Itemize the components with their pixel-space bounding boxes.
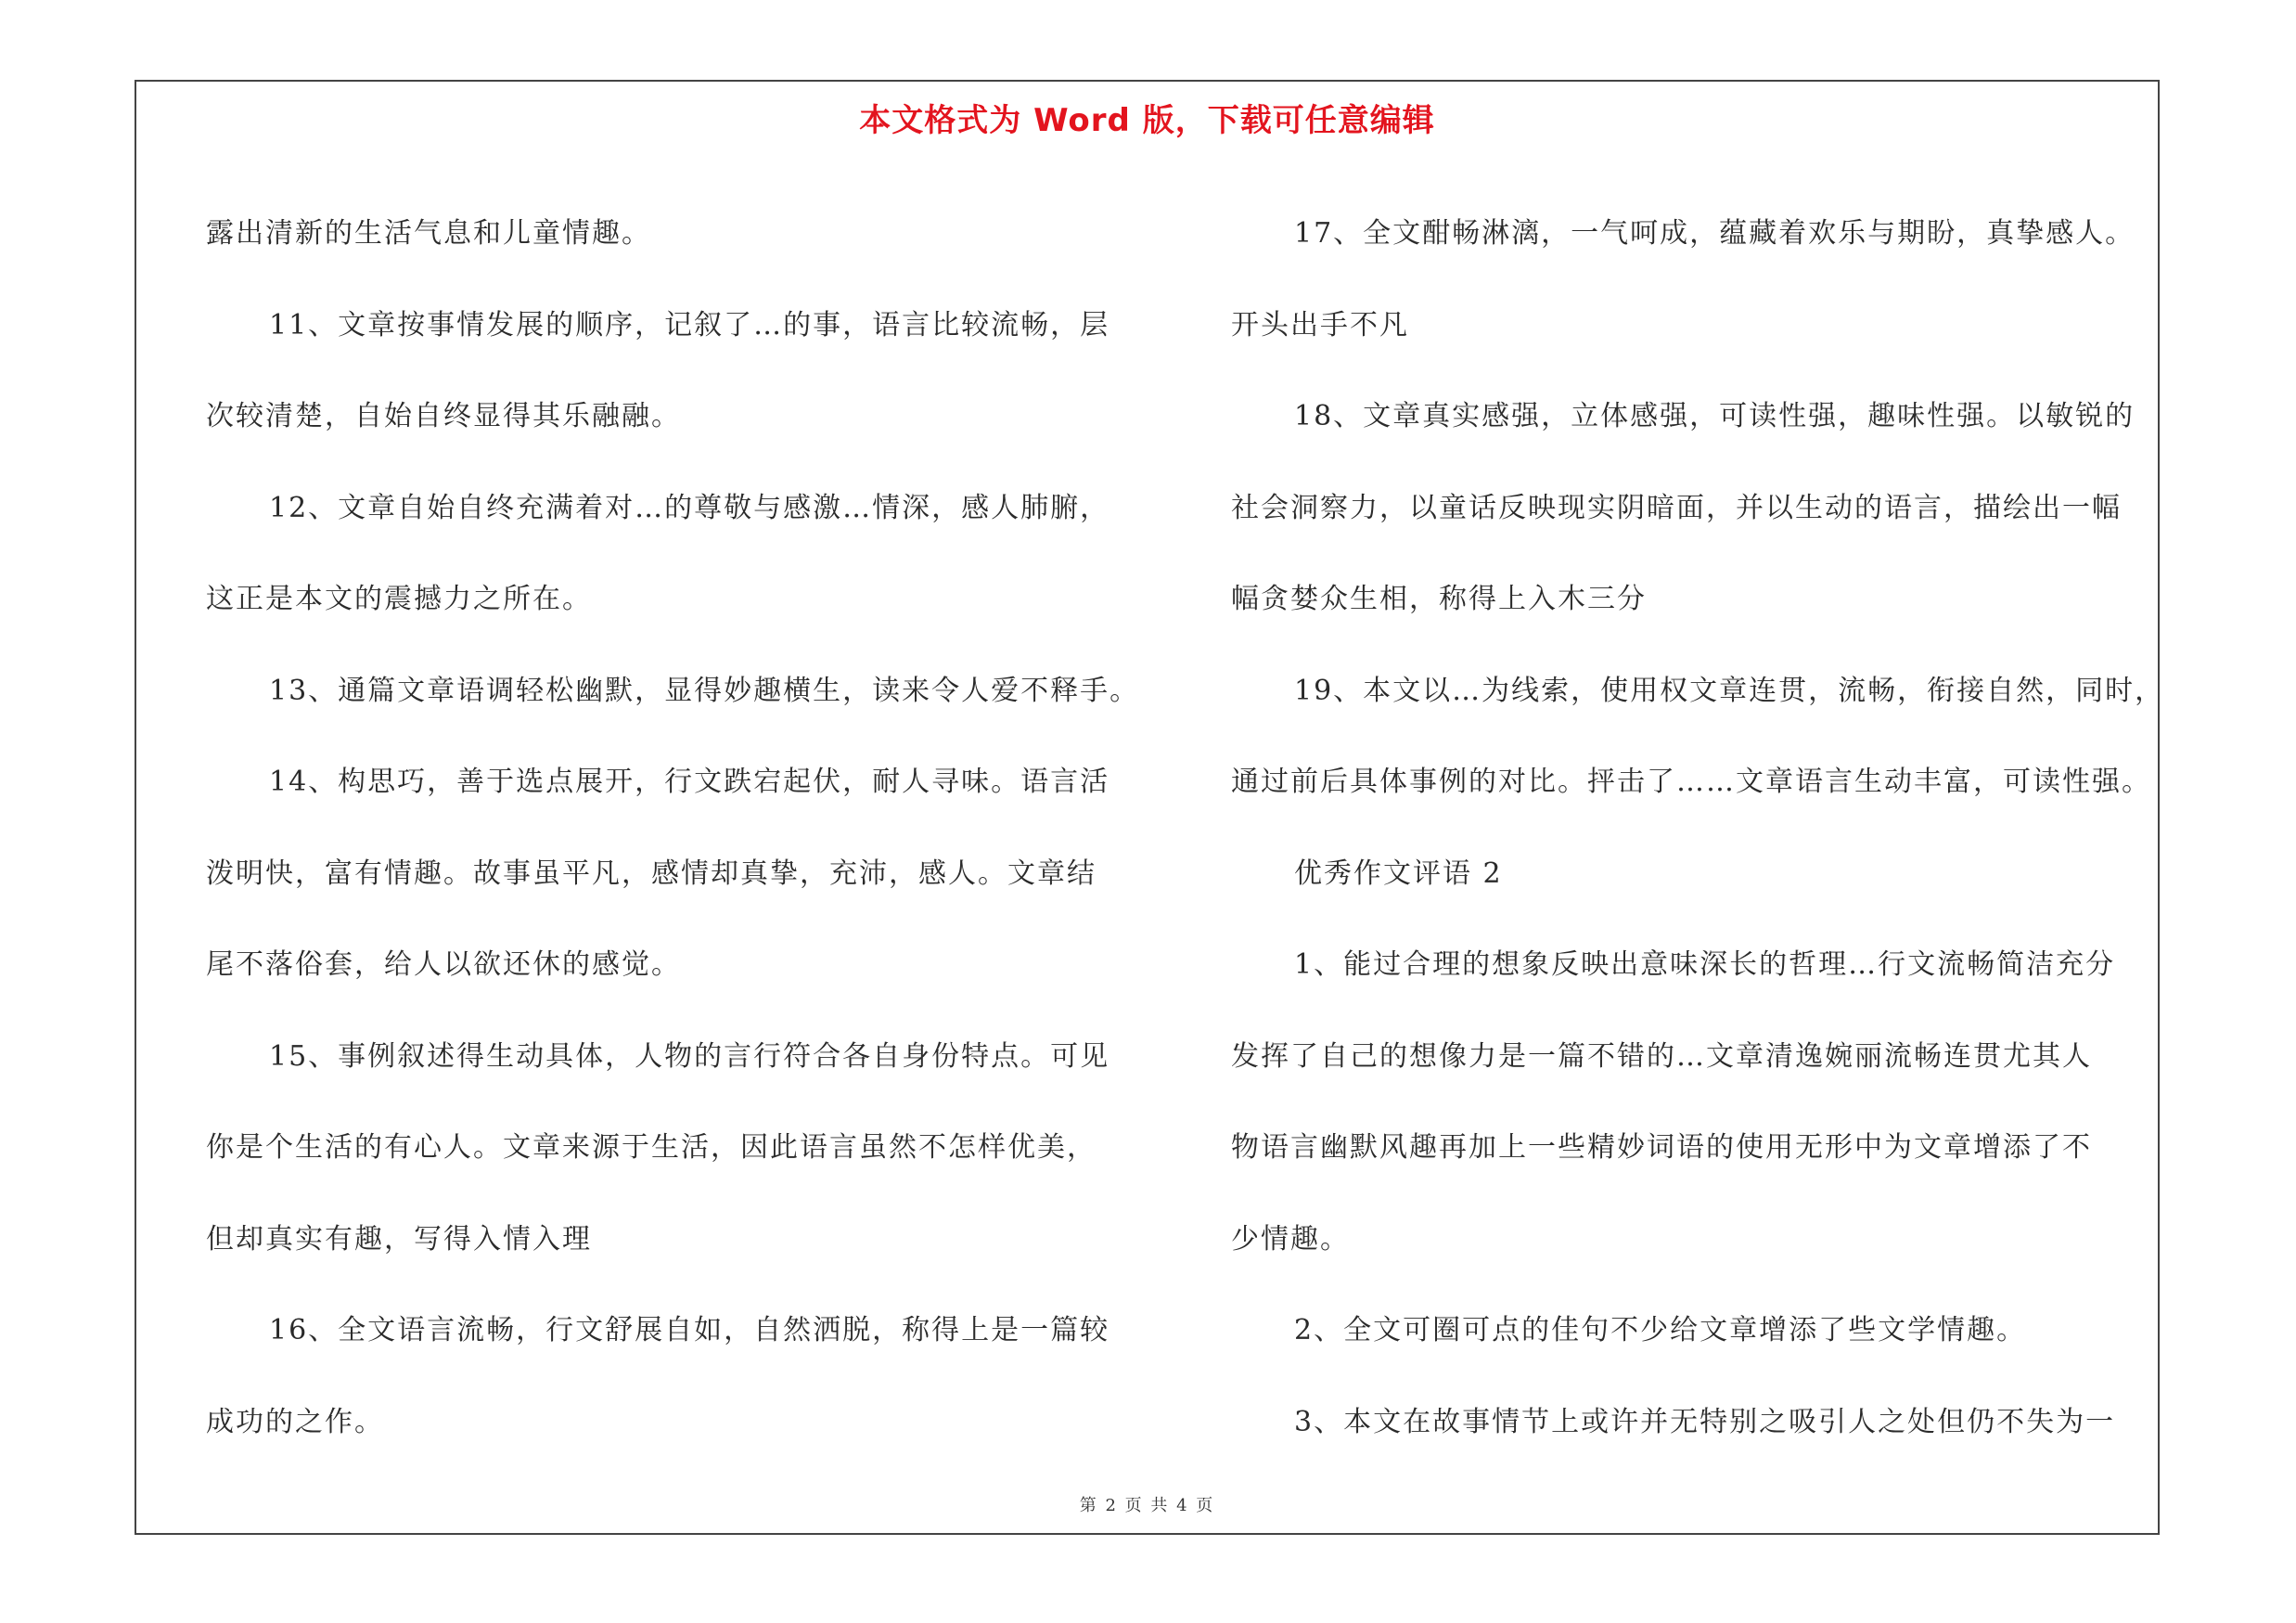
paragraph-line: 1、能过合理的想象反映出意味深长的哲理…行文流畅简洁充分 [1294,948,2116,981]
paragraph-line: 19、本文以…为线索，使用权文章连贯，流畅，衔接自然，同时， [1294,674,2165,707]
paragraph-line: 少情趣。 [1231,1222,1350,1256]
paragraph-line: 11、文章按事情发展的顺序，记叙了…的事，语言比较流畅，层 [269,308,1110,341]
paragraph-line: 开头出手不凡 [1231,308,1409,341]
paragraph-line: 次较清楚，自始自终显得其乐融融。 [206,400,681,432]
section-heading: 优秀作文评语 2 [1294,857,1503,890]
header-banner: 本文格式为 Word 版，下载可任意编辑 [859,102,1435,139]
paragraph-line: 16、全文语言流畅，行文舒展自如，自然洒脱，称得上是一篇较 [269,1314,1110,1346]
paragraph-line: 14、构思巧，善于选点展开，行文跌宕起伏，耐人寻味。语言活 [269,766,1110,798]
paragraph-line: 露出清新的生活气息和儿童情趣。 [206,217,651,250]
page-number-footer: 第 2 页 共 4 页 [1079,1496,1215,1515]
paragraph-line: 2、全文可圈可点的佳句不少给文章增添了些文学情趣。 [1294,1314,2027,1346]
paragraph-line: 你是个生活的有心人。文章来源于生活，因此语言虽然不怎样优美， [206,1131,1097,1164]
paragraph-line: 幅贪婪众生相，称得上入木三分 [1231,583,1647,615]
paragraph-line: 12、文章自始自终充满着对…的尊敬与感激…情深，感人肺腑， [269,491,1110,524]
page-frame [135,80,2165,1535]
paragraph-line: 尾不落俗套，给人以欲还休的感觉。 [206,948,681,981]
paragraph-line: 18、文章真实感强，立体感强，可读性强，趣味性强。以敏锐的 [1294,400,2136,432]
paragraph-line: 但却真实有趣，写得入情入理 [206,1222,592,1256]
paragraph-line: 通过前后具体事例的对比。抨击了……文章语言生动丰富，可读性强。 [1231,766,2151,798]
left-column [206,188,1140,1468]
paragraph-line: 13、通篇文章语调轻松幽默，显得妙趣横生，读来令人爱不释手。 [269,674,1140,707]
paragraph-line: 成功的之作。 [206,1405,384,1438]
paragraph-line: 3、本文在故事情节上或许并无特别之吸引人之处但仍不失为一 [1294,1405,2116,1438]
right-column [1231,188,2168,1468]
paragraph-line: 15、事例叙述得生动具体，人物的言行符合各自身份特点。可见 [269,1039,1110,1073]
paragraph-line: 这正是本文的震撼力之所在。 [206,583,592,615]
paragraph-line: 社会洞察力，以童话反映现实阴暗面，并以生动的语言，描绘出一幅 [1231,491,2122,524]
paragraph-line: 泼明快，富有情趣。故事虽平凡，感情却真挚，充沛，感人。文章结 [206,857,1097,890]
paragraph-line: 物语言幽默风趣再加上一些精妙词语的使用无形中为文章增添了不 [1231,1131,2092,1164]
paragraph-line: 17、全文酣畅淋漓，一气呵成，蕴藏着欢乐与期盼，真挚感人。 [1294,217,2136,250]
paragraph-line: 发挥了自己的想像力是一篇不错的…文章清逸婉丽流畅连贯尤其人 [1231,1039,2092,1073]
